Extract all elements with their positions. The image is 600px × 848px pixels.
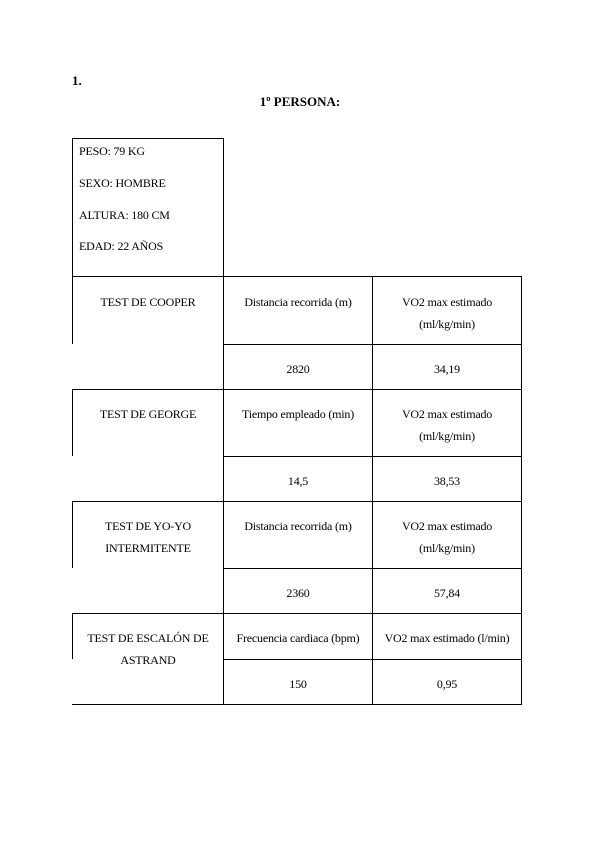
measure-label: Distancia recorrida (m) xyxy=(244,295,352,309)
measure-value: 2820 xyxy=(286,362,310,376)
test-name: TEST DE COOPER xyxy=(100,295,196,309)
section-title: 1º PERSONA: xyxy=(259,94,341,109)
table-rule xyxy=(223,138,224,276)
altura-label: ALTURA: 180 CM xyxy=(79,208,170,222)
vo2-label: VO2 max estimado xyxy=(401,295,493,309)
vo2-label: VO2 max estimado (l/min) xyxy=(384,631,510,645)
sexo-label: SEXO: HOMBRE xyxy=(79,176,166,190)
table-rule xyxy=(72,501,522,502)
table-rule xyxy=(72,138,224,139)
vo2-unit: (ml/kg/min) xyxy=(419,541,475,555)
test-name: TEST DE ESCALÓN DE xyxy=(87,631,209,645)
test-name: TEST DE GEORGE xyxy=(99,407,197,421)
table-rule xyxy=(72,389,522,390)
table-rule xyxy=(72,138,73,276)
measure-label: Distancia recorrida (m) xyxy=(244,519,352,533)
vo2-value: 34,19 xyxy=(433,362,460,376)
edad-label: EDAD: 22 AÑOS xyxy=(79,239,164,253)
table-rule xyxy=(521,276,522,705)
vo2-label: VO2 max estimado xyxy=(401,519,493,533)
vo2-unit: (ml/kg/min) xyxy=(419,429,475,443)
vo2-value: 0,95 xyxy=(436,677,458,691)
table-rule xyxy=(72,613,522,614)
test-name-line2: ASTRAND xyxy=(120,653,176,667)
test-name-line2: INTERMITENTE xyxy=(105,541,191,555)
test-name: TEST DE YO-YO xyxy=(104,519,192,533)
section-number: 1. xyxy=(72,73,82,88)
measure-value: 14,5 xyxy=(287,474,309,488)
measure-label: Frecuencia cardiaca (bpm) xyxy=(236,631,360,645)
measure-value: 150 xyxy=(289,677,307,691)
table-rule xyxy=(72,276,522,277)
peso-label: PESO: 79 KG xyxy=(79,144,145,158)
vo2-value: 57,84 xyxy=(433,586,460,600)
vo2-label: VO2 max estimado xyxy=(401,407,493,421)
vo2-value: 38,53 xyxy=(433,474,460,488)
measure-label: Tiempo empleado (min) xyxy=(241,407,354,421)
vo2-unit: (ml/kg/min) xyxy=(419,317,475,331)
table-rule xyxy=(72,704,522,705)
measure-value: 2360 xyxy=(286,586,310,600)
